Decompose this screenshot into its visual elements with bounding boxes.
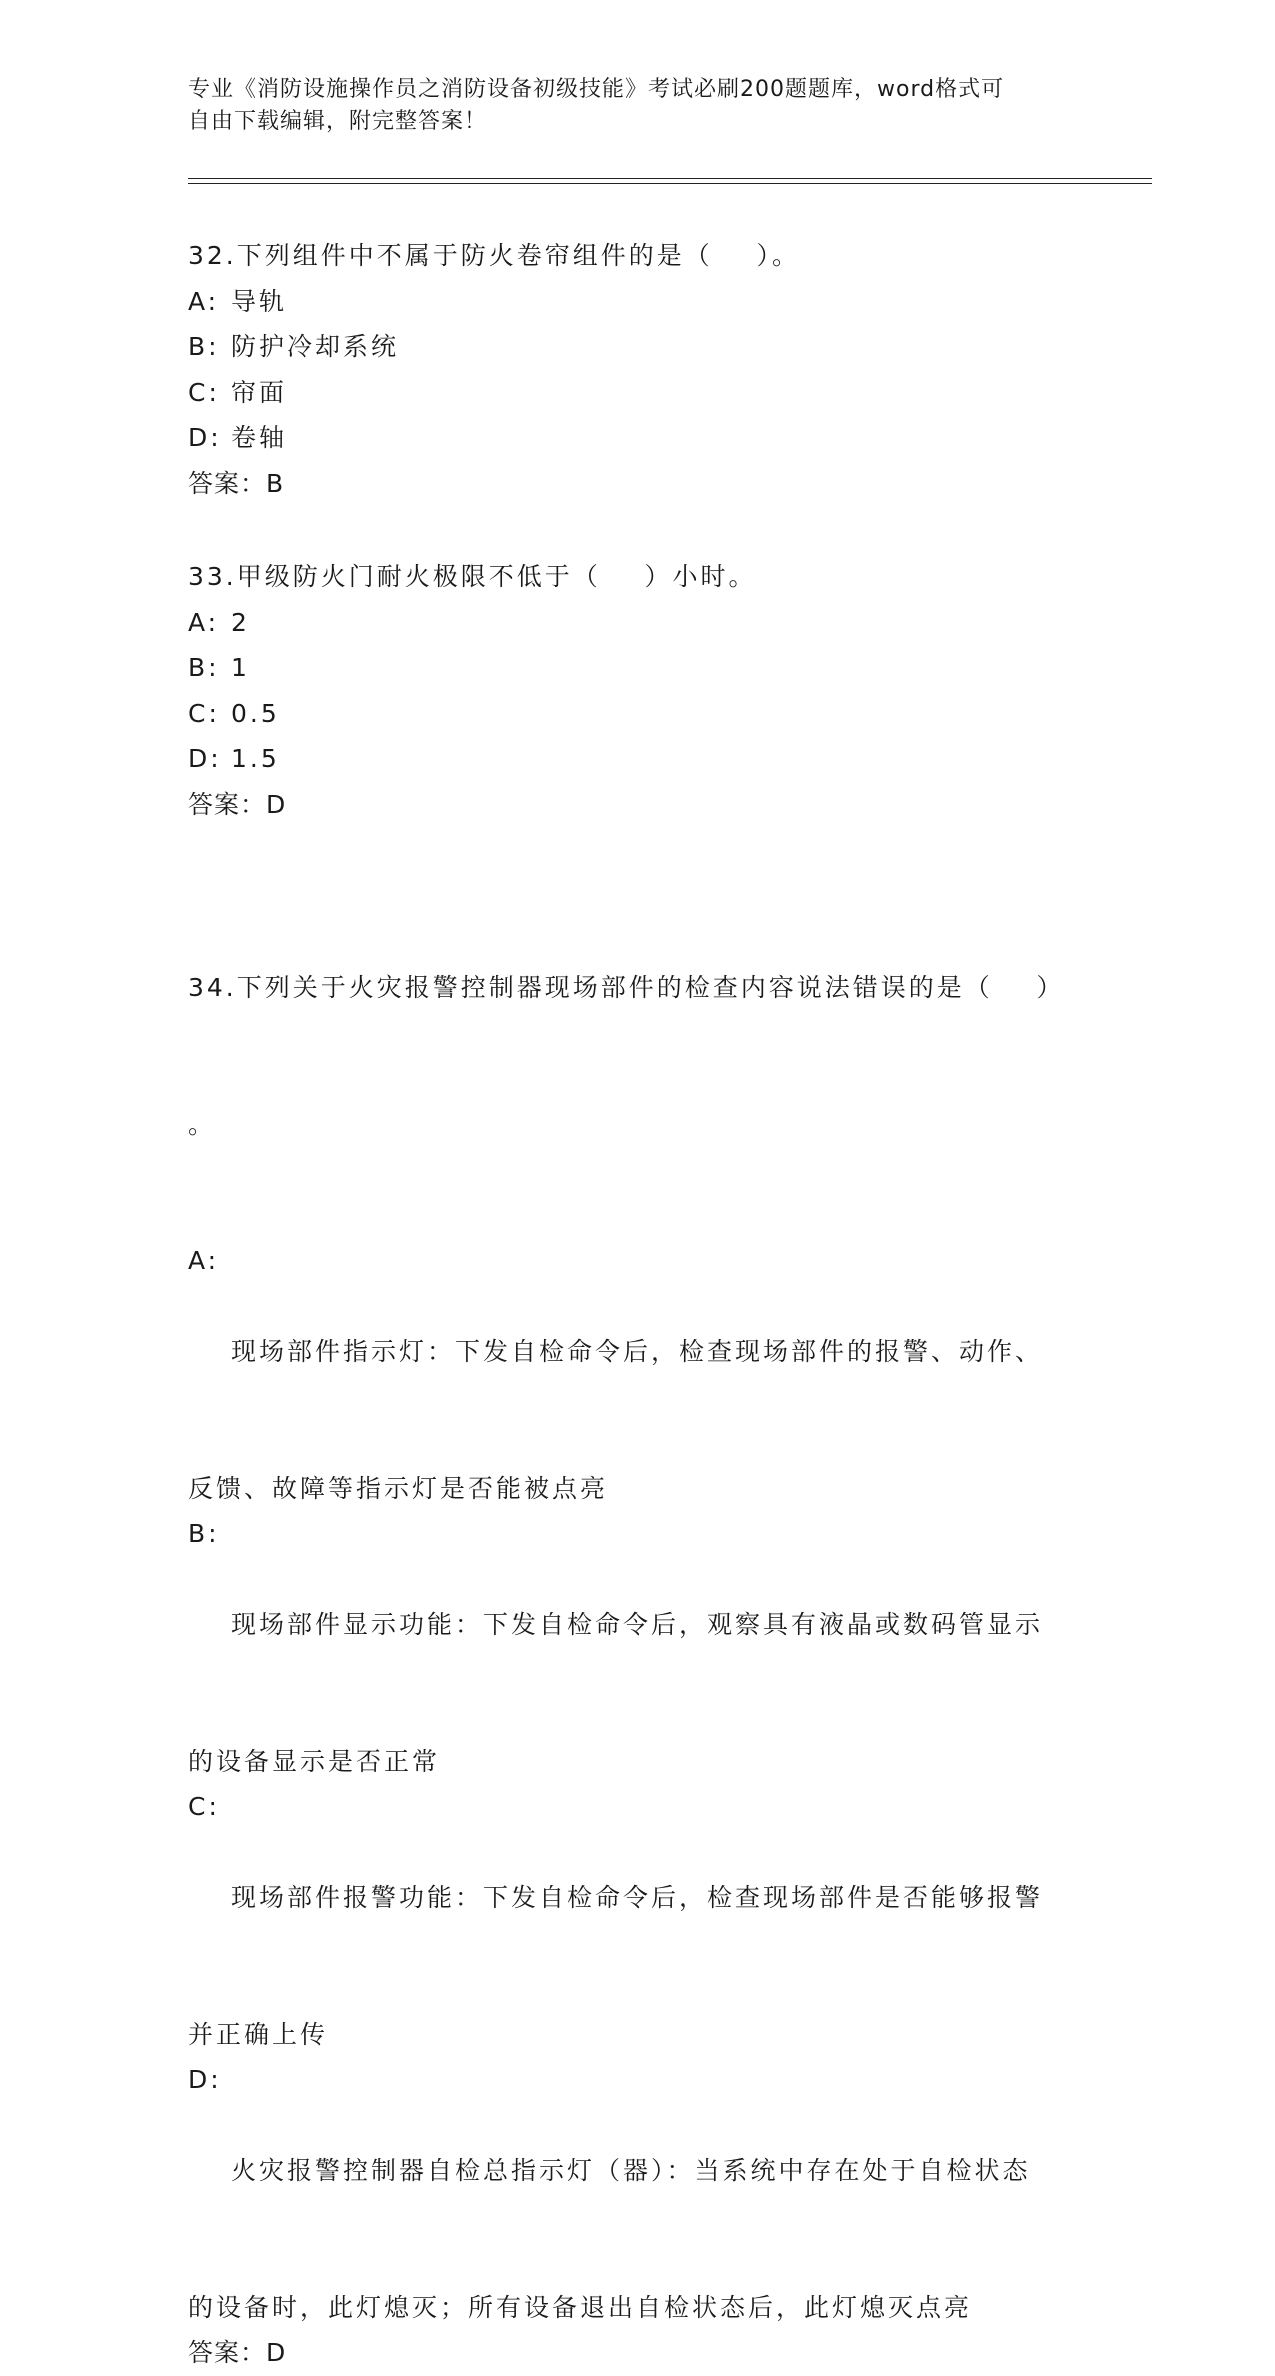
- option-letter: A:: [188, 607, 220, 637]
- option-letter: B:: [188, 332, 220, 361]
- option-text: [231, 1784, 1088, 2012]
- option-text-line-1: 现场部件报警功能：下发自检命令后，检查现场部件是否能够报警: [231, 1883, 1044, 1912]
- header-divider-bottom: [188, 183, 1152, 184]
- answer-label: 答案：D: [188, 789, 287, 819]
- option-a-continuation: 反馈、故障等指示灯是否能被点亮: [188, 1473, 609, 1503]
- option-text: 1: [231, 653, 250, 682]
- option-c-continuation: 并正确上传: [188, 2019, 329, 2049]
- question-34: [188, 874, 1088, 2376]
- question-stem: [188, 874, 1088, 1238]
- option-a: [188, 600, 1088, 646]
- header-line-2: 自由下载编辑，附完整答案！: [188, 109, 488, 134]
- option-text: 卷轴: [231, 423, 288, 452]
- option-d: [188, 415, 1088, 461]
- option-text: 0.5: [231, 698, 280, 728]
- option-text: [231, 1511, 1088, 1739]
- option-letter: D:: [188, 423, 222, 452]
- option-text: [231, 2057, 1088, 2285]
- option-a: [188, 1238, 1088, 1466]
- option-c: [188, 370, 1088, 416]
- header-line-1: 专业《消防设施操作员之消防设备初级技能》考试必刷200题题库，word格式可: [188, 77, 1005, 102]
- option-letter: A:: [188, 1246, 220, 1275]
- option-text-line-1: 火灾报警控制器自检总指示灯（器）：当系统中存在处于自检状态: [231, 2156, 1031, 2185]
- question-stem-line-1: 34.下列关于火灾报警控制器现场部件的检查内容说法错误的是（ ）: [188, 973, 1065, 1002]
- header-divider-top: [188, 178, 1152, 179]
- document-header: [188, 74, 1088, 138]
- option-letter: D:: [188, 744, 222, 773]
- option-letter: B:: [188, 653, 220, 682]
- option-letter: D:: [188, 2065, 222, 2094]
- option-letter: C:: [188, 698, 220, 728]
- option-letter: C:: [188, 1792, 220, 1821]
- question-33: [188, 554, 1088, 827]
- option-text: 导轨: [231, 286, 288, 316]
- option-b-continuation: 的设备显示是否正常: [188, 1746, 441, 1776]
- option-text-line-1: 现场部件显示功能：下发自检命令后，观察具有液晶或数码管显示: [231, 1610, 1044, 1639]
- option-text-line-1: 现场部件指示灯：下发自检命令后，检查现场部件的报警、动作、: [231, 1337, 1044, 1366]
- option-c: [188, 691, 1088, 737]
- option-b: [188, 324, 1088, 370]
- option-letter: B:: [188, 1519, 220, 1548]
- option-letter: C:: [188, 377, 220, 407]
- option-d-continuation: 的设备时，此灯熄灭；所有设备退出自检状态后，此灯熄灭点亮: [188, 2292, 973, 2322]
- option-text: 帘面: [231, 377, 288, 407]
- option-b: [188, 1511, 1088, 1739]
- option-c: [188, 1784, 1088, 2012]
- option-d: [188, 736, 1088, 782]
- question-stem: 33.甲级防火门耐火极限不低于（ ）小时。: [188, 562, 757, 591]
- option-text: 1.5: [231, 744, 280, 773]
- question-stem-line-2: 。: [188, 1109, 217, 1139]
- option-d: [188, 2057, 1088, 2285]
- option-letter: A:: [188, 286, 220, 316]
- question-stem: 32.下列组件中不属于防火卷帘组件的是（ ）。: [188, 241, 801, 270]
- option-a: [188, 279, 1088, 325]
- option-text: 防护冷却系统: [231, 332, 400, 361]
- answer-label: 答案：B: [188, 468, 285, 498]
- answer-label: 答案：D: [188, 2338, 287, 2367]
- option-text: 2: [231, 607, 250, 637]
- option-text: [231, 1238, 1088, 1466]
- question-32: [188, 233, 1088, 506]
- option-b: [188, 645, 1088, 691]
